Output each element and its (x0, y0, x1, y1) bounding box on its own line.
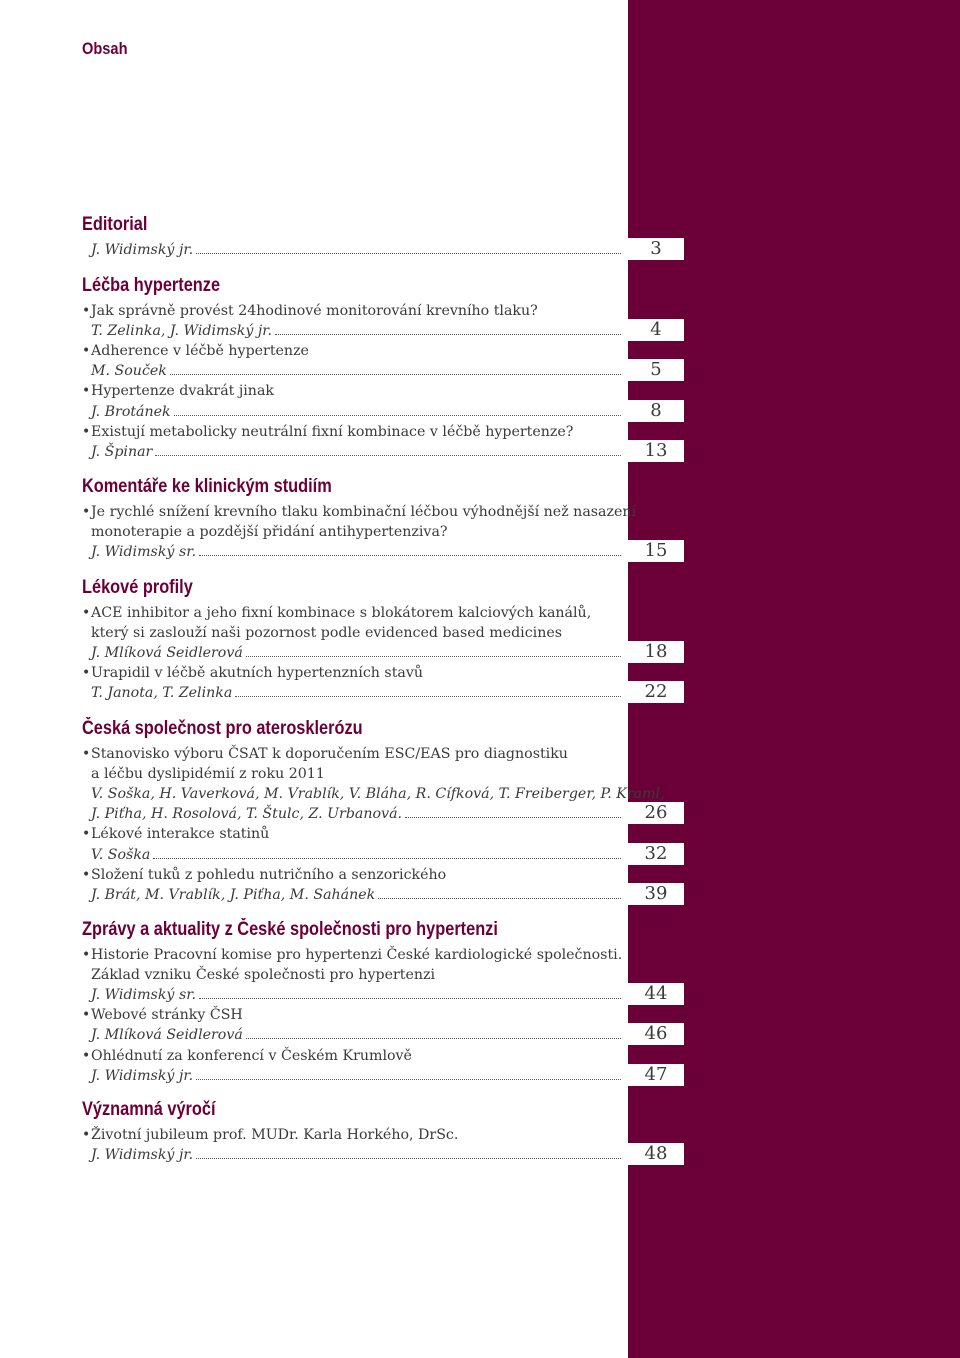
page-number: 8 (628, 400, 684, 422)
entry-author: T. Zelinka, J. Widimský jr. (91, 323, 273, 340)
page-number: 13 (628, 440, 684, 462)
bullet-icon: • (82, 605, 91, 621)
page-number: 26 (628, 802, 684, 824)
entry-author: T. Janota, T. Zelinka (91, 685, 233, 702)
page-number: 4 (628, 319, 684, 341)
bullet-icon: • (82, 343, 91, 360)
entry-author: J. Widimský sr. (91, 544, 196, 561)
dot-leader (246, 1038, 621, 1039)
bullet-icon: • (82, 1007, 91, 1024)
section-heading: Léčba hypertenze (82, 275, 221, 296)
dot-leader (196, 1158, 621, 1159)
entry-title-line: monoterapie a pozdější přidání antihypertenziva? (91, 524, 448, 541)
entry-author-row (91, 361, 621, 381)
section-heading: Významná výročí (82, 1099, 216, 1120)
entry-author: J. Brát, M. Vrablík, J. Piťha, M. Sahánek (91, 886, 376, 903)
entry-author: J. Piťha, H. Rosolová, T. Štulc, Z. Urbanová. (91, 806, 403, 823)
page-number: 47 (628, 1064, 684, 1086)
entry-author-row (91, 402, 621, 422)
entry-author: J. Widimský jr. (91, 1067, 194, 1084)
entry-author-row (91, 804, 621, 824)
entry-title-line: Je rychlé snížení krevního tlaku kombinační léčbou výhodnější než nasazení (91, 504, 637, 520)
bullet-icon: • (82, 1127, 91, 1143)
bullet-icon: • (82, 303, 91, 319)
section-heading: Zprávy a aktuality z České společnosti pro hypertenzi (82, 919, 498, 940)
section-heading: Editorial (82, 214, 148, 235)
bullet-icon: • (82, 947, 91, 963)
bullet-icon: • (82, 665, 91, 682)
entry-author: J. Widimský jr. (91, 1147, 194, 1164)
page-number: 46 (628, 1023, 684, 1045)
entry-title-line: Adherence v léčbě hypertenze (91, 343, 309, 360)
bullet-icon: • (82, 383, 91, 400)
entry-author: J. Widimský sr. (91, 987, 196, 1004)
entry-title-line: Webové stránky ČSH (91, 1007, 243, 1024)
dot-leader (275, 334, 621, 335)
entry-title-line: Urapidil v léčbě akutních hypertenzních stavů (91, 665, 424, 682)
dot-leader (153, 858, 621, 859)
entry-author: M. Souček (91, 363, 167, 380)
entry-author: J. Špinar (91, 443, 153, 460)
entry-title-line: Jak správně provést 24hodinové monitorování krevního tlaku? (91, 303, 538, 319)
page-number: 39 (628, 883, 684, 905)
entry-author-row (91, 1025, 621, 1045)
section-heading: Česká společnost pro aterosklerózu (82, 718, 363, 739)
bullet-icon: • (82, 1047, 91, 1064)
page-number: 18 (628, 641, 684, 663)
entry-title-line: Existují metabolicky neutrální fixní kombinace v léčbě hypertenze? (91, 423, 574, 440)
dot-leader (246, 656, 621, 657)
page-number: 48 (628, 1143, 684, 1165)
page-number: 32 (628, 843, 684, 865)
entry-title-line: a léčbu dyslipidémií z roku 2011 (91, 766, 325, 783)
entry-title-line: Lékové interakce statinů (91, 826, 270, 843)
entry-author-row (91, 985, 621, 1005)
entry-title-line: Hypertenze dvakrát jinak (91, 383, 274, 400)
entry-title-line: Ohlédnutí za konferencí v Českém Krumlově (91, 1047, 412, 1064)
entry-author: J. Widimský jr. (91, 242, 194, 258)
section-heading: Lékové profily (82, 577, 193, 598)
entry-author-line: V. Soška, H. Vaverková, M. Vrablík, V. Bláha, R. Cífková, T. Freiberger, P. Kraml, (91, 786, 665, 803)
entry-title-line: Historie Pracovní komise pro hypertenzi České kardiologické společnosti. (91, 947, 623, 963)
bullet-icon: • (82, 746, 91, 762)
entry-author-row (91, 1145, 621, 1165)
dot-leader (199, 998, 621, 999)
entry-title-line: ACE inhibitor a jeho fixní kombinace s blokátorem kalciových kanálů, (91, 605, 592, 621)
entry-title-line: Životní jubileum prof. MUDr. Karla Horkého, DrSc. (91, 1127, 459, 1143)
page-number: 15 (628, 540, 684, 562)
entry-author: V. Soška (91, 846, 151, 863)
bullet-icon: • (82, 423, 91, 440)
dot-leader (170, 374, 621, 375)
page-number: 3 (628, 238, 684, 260)
entry-author-row (91, 1066, 621, 1086)
entry-author: J. Mlíková Seidlerová (91, 1027, 243, 1044)
entry-title-line: Základ vzniku České společnosti pro hypertenzi (91, 967, 436, 984)
dot-leader (199, 555, 621, 556)
entry-author-row (91, 643, 621, 663)
entry-title-line: který si zaslouží naši pozornost podle evidenced based medicines (91, 625, 563, 642)
entry-author-row (91, 885, 621, 905)
section-heading: Komentáře ke klinickým studiím (82, 476, 332, 497)
dot-leader (174, 415, 621, 416)
bullet-icon: • (82, 866, 91, 883)
dot-leader (155, 455, 621, 456)
entry-author: J. Brotánek (91, 403, 171, 420)
dot-leader (196, 1079, 621, 1080)
entry-author-row (91, 542, 621, 562)
entry-author: J. Mlíková Seidlerová (91, 645, 243, 662)
page-number: 22 (628, 681, 684, 703)
entry-author-row (91, 321, 621, 341)
entry-title-line: Složení tuků z pohledu nutričního a senzorického (91, 866, 447, 883)
entry-author-row (91, 845, 621, 865)
entry-author-row (91, 442, 621, 462)
entry-author-row (91, 240, 621, 260)
dot-leader (405, 817, 621, 818)
bullet-icon: • (82, 504, 91, 520)
dot-leader (235, 696, 621, 697)
page-number: 5 (628, 359, 684, 381)
dot-leader (378, 898, 621, 899)
page-number: 44 (628, 983, 684, 1005)
bullet-icon: • (82, 826, 91, 843)
entry-author-row (91, 683, 621, 703)
page-title: Obsah (82, 39, 128, 58)
entry-title-line: Stanovisko výboru ČSAT k doporučením ESC/EAS pro diagnostiku (91, 746, 568, 762)
dot-leader (196, 253, 621, 254)
